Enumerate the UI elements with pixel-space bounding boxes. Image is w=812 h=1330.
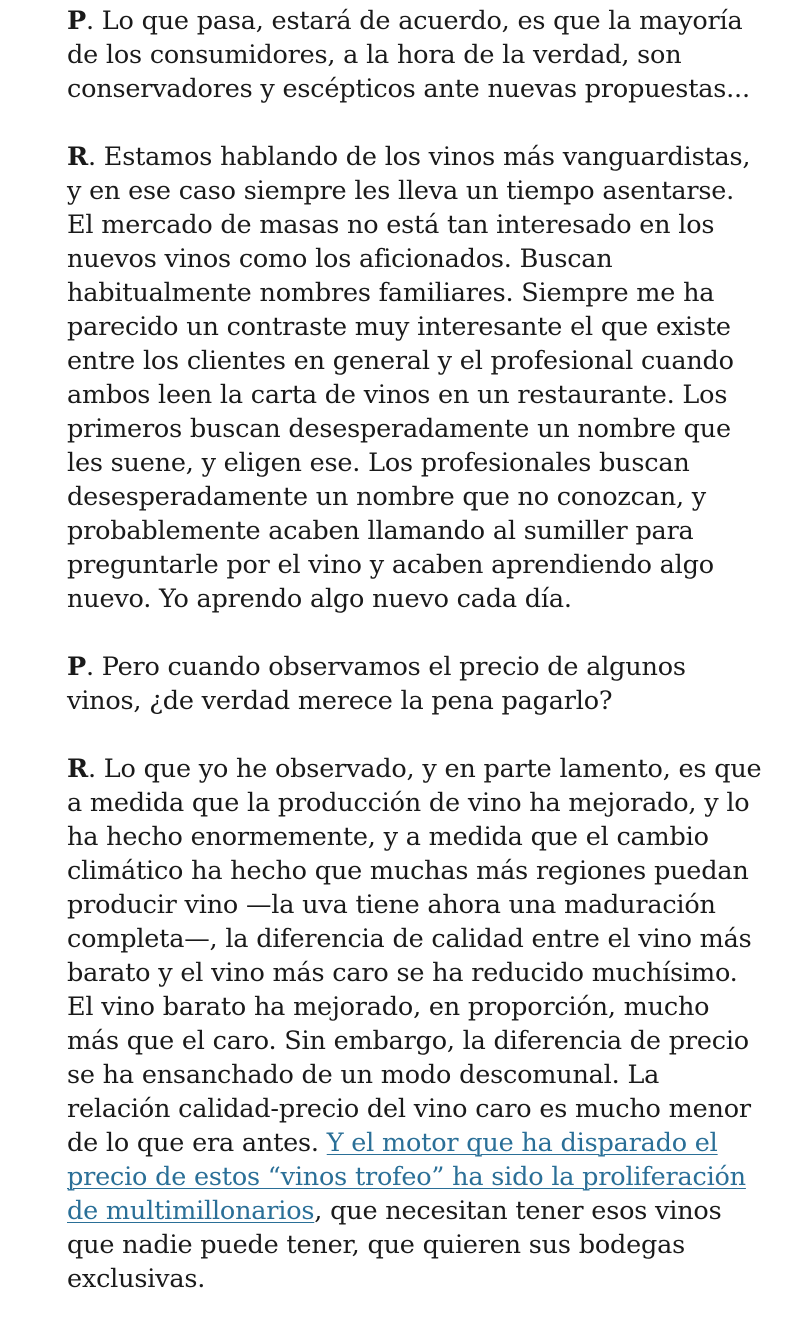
paragraph-text: . Lo que yo he observado, y en parte lamento, es que a medida que la producción de vino ha mejorado, y lo ha hecho enormemente, y a medida que el cambio climático ha hecho que muchas más regiones puedan producir vino —la uva tiene ahora una maduración completa—, la diferencia de calidad entre el vino más barato y el vino más caro se ha reducido muchísimo. El vino barato ha mejorado, en proporción, mucho más que el caro. Sin embargo, la diferencia de precio se ha ensanchado de un modo descomunal. La relación calidad-precio del vino caro es mucho menor de lo que era antes. (67, 754, 762, 1158)
speaker-label: P (67, 652, 86, 682)
trophy-wines-link[interactable]: Y el motor que ha disparado el precio de estos “vinos trofeo” ha sido la proliferación de multimillonarios (67, 1128, 746, 1226)
interview-answer-1 (67, 140, 767, 616)
interview-question-2 (67, 650, 767, 718)
speaker-label: R (67, 754, 88, 784)
speaker-label: R (67, 142, 88, 172)
article-body (67, 4, 767, 1330)
paragraph-text: . Lo que pasa, estará de acuerdo, es que la mayoría de los consumidores, a la hora de la verdad, son conservadores y escépticos ante nuevas propuestas... (67, 6, 750, 104)
interview-answer-2 (67, 752, 767, 1296)
paragraph-text: . Pero cuando observamos el precio de algunos vinos, ¿de verdad merece la pena pagarlo? (67, 652, 686, 716)
speaker-label: P (67, 6, 86, 36)
interview-question-1 (67, 4, 767, 106)
paragraph-text-continued: , que necesitan tener esos vinos que nadie puede tener, que quieren sus bodegas exclusivas. (67, 1196, 722, 1294)
paragraph-text: . Estamos hablando de los vinos más vanguardistas, y en ese caso siempre les lleva un tiempo asentarse. El mercado de masas no está tan interesado en los nuevos vinos como los aficionados. Buscan habitualmente nombres familiares. Siempre me ha parecido un contraste muy interesante el que existe entre los clientes en general y el profesional cuando ambos leen la carta de vinos en un restaurante. Los primeros buscan desesperadamente un nombre que les suene, y eligen ese. Los profesionales buscan desesperadamente un nombre que no conozcan, y probablemente acaben llamando al sumiller para preguntarle por el vino y acaben aprendiendo algo nuevo. Yo aprendo algo nuevo cada día. (67, 142, 751, 614)
